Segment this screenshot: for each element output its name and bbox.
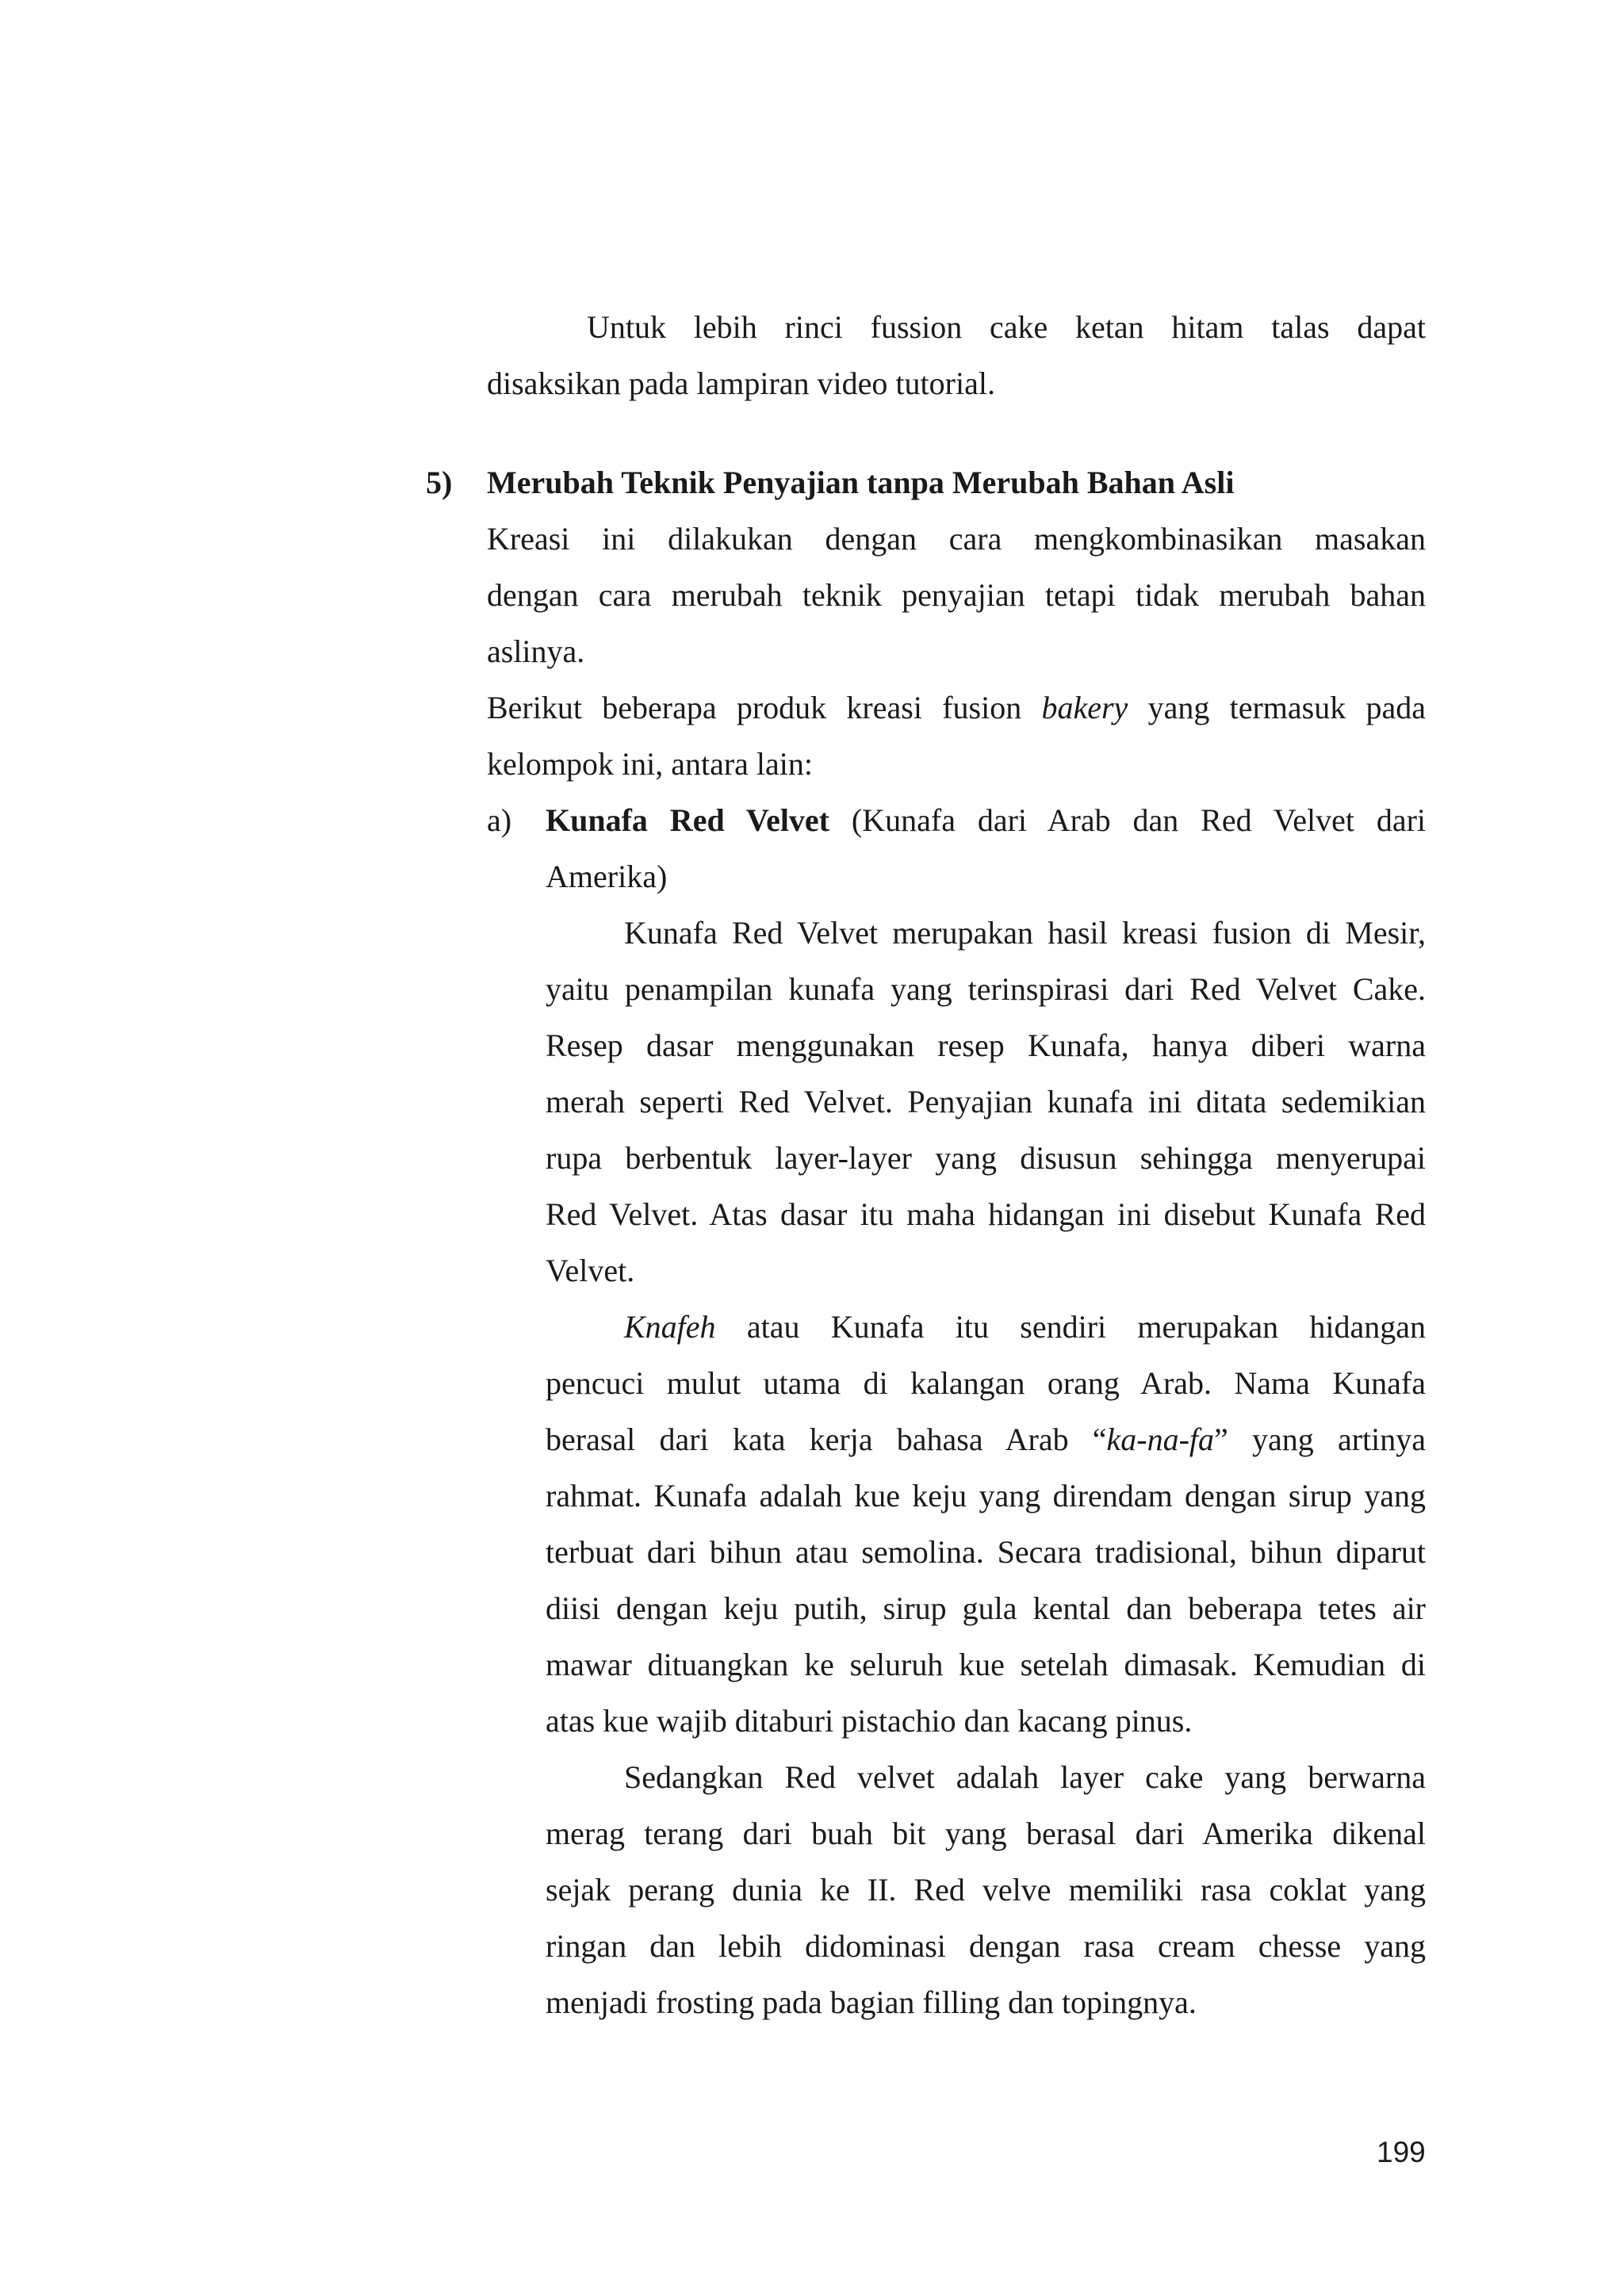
p1-line-2: yaitu penampilan kunafa yang terinspirasi dari Red Velvet Cake.	[546, 971, 1426, 1007]
intro-line-1: Untuk lebih rinci fussion cake ketan hitam talas dapat	[587, 309, 1426, 345]
p2-line-3-pre: berasal dari kata kerja bahasa Arab “	[546, 1422, 1107, 1457]
p1-line-5: rupa berbentuk layer-layer yang disusun sehingga menyerupai	[546, 1140, 1426, 1176]
item-a-marker: a)	[487, 802, 512, 838]
p2-line-7: mawar dituangkan ke seluruh kue setelah dimasak. Kemudian di	[546, 1647, 1426, 1682]
list-intro-line-1	[487, 692, 1426, 724]
p2-line-1	[624, 1311, 1426, 1343]
p2-line-2: pencuci mulut utama di kalangan orang Arab. Nama Kunafa	[546, 1365, 1426, 1401]
p1-line-4: merah seperti Red Velvet. Penyajian kunafa ini ditata sedemikian	[546, 1084, 1426, 1119]
p2-line-3	[546, 1424, 1426, 1456]
p1-line-7: Velvet.	[546, 1253, 635, 1288]
p1-line-1: Kunafa Red Velvet merupakan hasil kreasi fusion di Mesir,	[624, 915, 1426, 951]
list-intro-italic: bakery	[1041, 690, 1128, 725]
p1-line-3: Resep dasar menggunakan resep Kunafa, hanya diberi warna	[546, 1027, 1426, 1063]
section-desc-line-3: aslinya.	[487, 633, 585, 669]
p3-line-2: merag terang dari buah bit yang berasal dari Amerika dikenal	[546, 1816, 1426, 1851]
list-intro-post: yang termasuk pada	[1147, 690, 1426, 725]
p3-line-3: sejak perang dunia ke II. Red velve memiliki rasa coklat yang	[546, 1872, 1426, 1908]
p2-line-3-post: ” yang artinya	[1214, 1422, 1426, 1457]
item-a-title: Kunafa Red Velvet	[546, 802, 830, 838]
p1-line-6: Red Velvet. Atas dasar itu maha hidangan ini disebut Kunafa Red	[546, 1196, 1426, 1232]
p3-line-1: Sedangkan Red velvet adalah layer cake yang berwarna	[624, 1759, 1426, 1795]
item-a-title-line-1	[546, 802, 1427, 838]
section-number: 5)	[426, 465, 453, 500]
list-intro-line-2: kelompok ini, antara lain:	[487, 746, 813, 782]
section-desc-line-2: dengan cara merubah teknik penyajian tetapi tidak merubah bahan	[487, 577, 1426, 613]
item-a-title-rest: (Kunafa dari Arab dan Red Velvet dari	[851, 802, 1427, 838]
section-heading: Merubah Teknik Penyajian tanpa Merubah Bahan Asli	[487, 465, 1235, 500]
intro-line-2: disaksikan pada lampiran video tutorial.	[487, 365, 995, 401]
p2-line-8: atas kue wajib ditaburi pistachio dan kacang pinus.	[546, 1703, 1193, 1739]
p3-line-5: menjadi frosting pada bagian filling dan topingnya.	[546, 1984, 1197, 2020]
p3-line-4: ringan dan lebih didominasi dengan rasa cream chesse yang	[546, 1928, 1426, 1964]
section-desc-line-1: Kreasi ini dilakukan dengan cara mengkombinasikan masakan	[487, 521, 1426, 557]
p2-line-3-italic: ka-na-fa	[1106, 1422, 1215, 1457]
p2-line-1-rest: atau Kunafa itu sendiri merupakan hidangan	[746, 1309, 1427, 1345]
p2-line-4: rahmat. Kunafa adalah kue keju yang direndam dengan sirup yang	[546, 1478, 1426, 1513]
p2-line-5: terbuat dari bihun atau semolina. Secara tradisional, bihun diparut	[546, 1534, 1426, 1570]
p2-line-6: diisi dengan keju putih, sirup gula kental dan beberapa tetes air	[546, 1590, 1426, 1626]
p2-italic-term: Knafeh	[624, 1309, 716, 1345]
list-intro-pre: Berikut beberapa produk kreasi fusion	[487, 690, 1022, 725]
item-a-title-line-2: Amerika)	[546, 859, 668, 894]
page-number: 199	[1377, 2136, 1426, 2168]
